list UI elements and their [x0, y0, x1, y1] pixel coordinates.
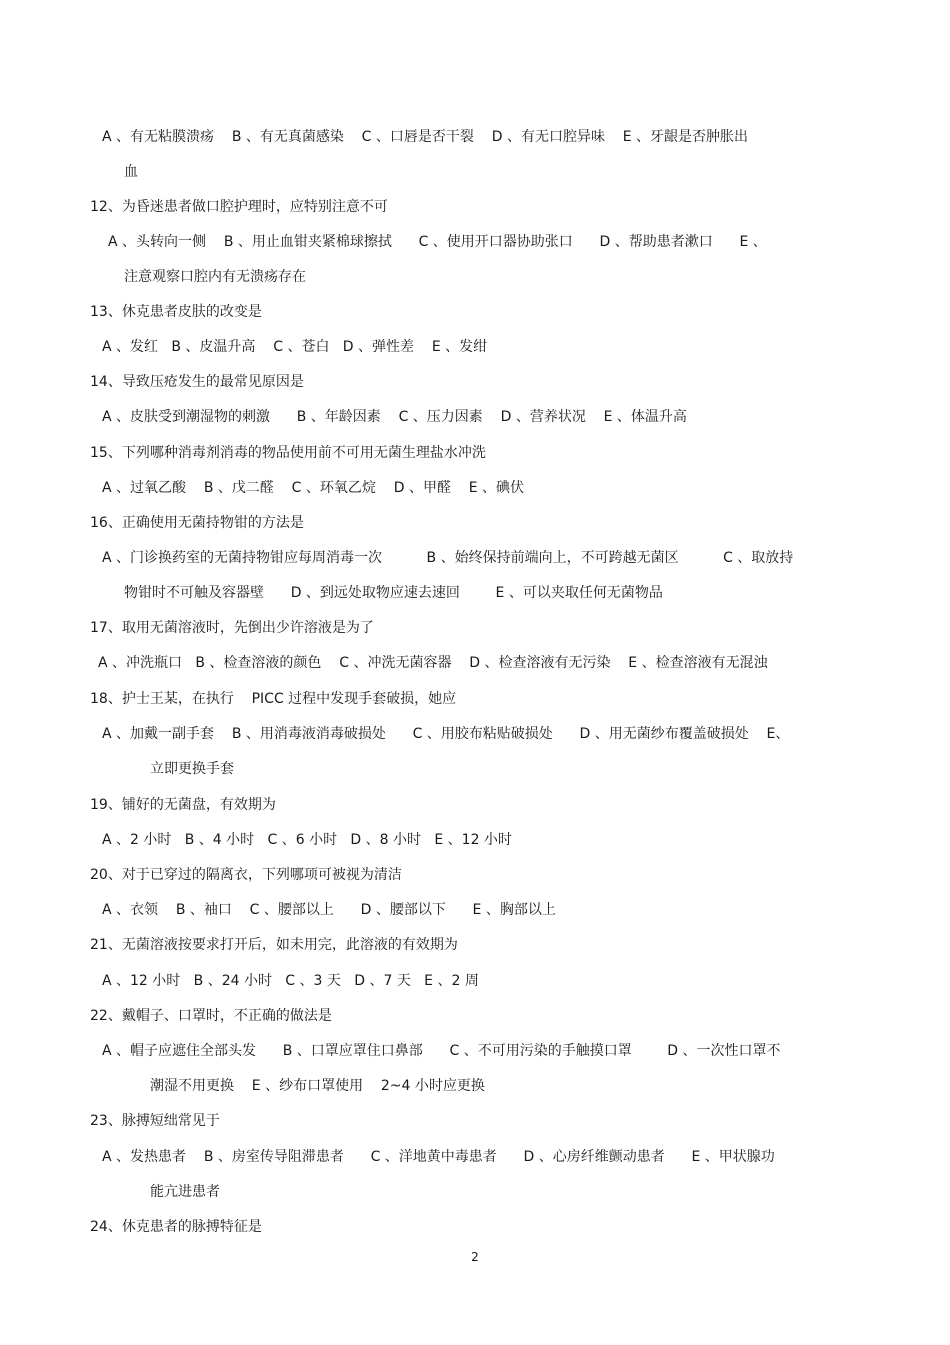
text-line: A 、发热患者 B 、房室传导阻滞患者 C 、洋地黄中毒患者 D 、心房纤维颤动患者 E 、甲状腺功	[102, 1149, 775, 1165]
text-line: 16、正确使用无菌持物钳的方法是	[90, 515, 304, 531]
text-line: 18、护士王某，在执行 PICC 过程中发现手套破损，她应	[90, 691, 457, 707]
text-line: 22、戴帽子、口罩时，不正确的做法是	[90, 1008, 332, 1024]
text-line: 23、脉搏短绌常见于	[90, 1113, 220, 1129]
text-line: 24、休克患者的脉搏特征是	[90, 1219, 262, 1235]
text-line: 立即更换手套	[150, 761, 234, 777]
text-line: 能亢进患者	[150, 1184, 220, 1200]
text-line: 15、下列哪种消毒剂消毒的物品使用前不可用无菌生理盐水冲洗	[90, 445, 486, 461]
text-line: A 、发红 B 、皮温升高 C 、苍白 D 、弹性差 E 、发绀	[102, 339, 488, 355]
text-line: 19、铺好的无菌盘，有效期为	[90, 797, 276, 813]
text-line: A 、皮肤受到潮湿物的刺激 B 、年龄因素 C 、压力因素 D 、营养状况 E 、体温升高	[102, 409, 687, 425]
text-line: A 、帽子应遮住全部头发 B 、口罩应罩住口鼻部 C 、不可用污染的手触摸口罩 D 、一次性口罩不	[102, 1043, 781, 1059]
text-line: 注意观察口腔内有无溃疡存在	[124, 269, 306, 285]
text-line: A 、头转向一侧 B 、用止血钳夹紧棉球擦拭 C 、使用开口器协助张口 D 、帮助患者漱口 E 、	[108, 234, 767, 250]
text-line: A 、有无粘膜溃疡 B 、有无真菌感染 C 、口唇是否干裂 D 、有无口腔异味 E 、牙龈是否肿胀出	[102, 129, 749, 145]
text-line: A 、12 小时 B 、24 小时 C 、3 天 D 、7 天 E 、2 周	[102, 973, 479, 989]
page-number: 2	[471, 1250, 479, 1264]
text-line: 17、取用无菌溶液时，先倒出少许溶液是为了	[90, 620, 374, 636]
text-line: 物钳时不可触及容器壁 D 、到远处取物应速去速回 E 、可以夹取任何无菌物品	[124, 585, 663, 601]
text-line: 21、无菌溶液按要求打开后，如未用完，此溶液的有效期为	[90, 937, 458, 953]
text-line: 潮湿不用更换 E 、纱布口罩使用 2~4 小时应更换	[150, 1078, 485, 1094]
text-line: 20、对于已穿过的隔离衣，下列哪项可被视为清洁	[90, 867, 402, 883]
text-line: 血	[124, 164, 138, 180]
text-line: A 、2 小时 B 、4 小时 C 、6 小时 D 、8 小时 E 、12 小时	[102, 832, 512, 848]
text-line: A 、冲洗瓶口 B 、检查溶液的颜色 C 、冲洗无菌容器 D 、检查溶液有无污染 E 、检查溶液有无混浊	[98, 655, 768, 671]
text-line: A 、加戴一副手套 B 、用消毒液消毒破损处 C 、用胶布粘贴破损处 D 、用无菌纱布覆盖破损处 E、	[102, 726, 790, 742]
text-line: A 、过氧乙酸 B 、戊二醛 C 、环氧乙烷 D 、甲醛 E 、碘伏	[102, 480, 525, 496]
text-line: 12、为昏迷患者做口腔护理时，应特别注意不可	[90, 199, 388, 215]
text-line: A 、门诊换药室的无菌持物钳应每周消毒一次 B 、始终保持前端向上，不可跨越无菌区 C 、取放持	[102, 550, 794, 566]
text-line: 14、导致压疮发生的最常见原因是	[90, 374, 304, 390]
text-line: 13、休克患者皮肤的改变是	[90, 304, 262, 320]
text-line: A 、衣领 B 、袖口 C 、腰部以上 D 、腰部以下 E 、胸部以上	[102, 902, 556, 918]
